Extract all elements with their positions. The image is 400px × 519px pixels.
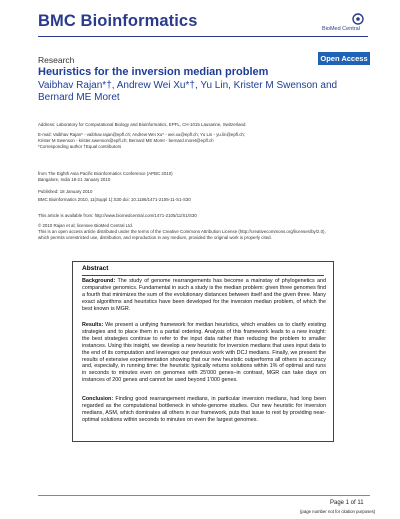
journal-title: BMC Bioinformatics <box>38 12 198 30</box>
journal-header <box>0 0 400 42</box>
author-emails-line-1: E-mail: Vaibhav Rajan* - vaibhav.rajan@epfl.ch; Andrew Wei Xu* - wei.xu@epfl.ch; Yu Lin - yu.lin@epfl.ch; <box>38 132 246 137</box>
author-list: Vaibhav Rajan*†, Andrew Wei Xu*†, Yu Lin, Krister M Swenson and Bernard ME Moret <box>38 80 338 103</box>
footer-rule <box>38 495 370 496</box>
abstract-heading: Abstract <box>82 265 109 272</box>
corresponding-author-note: *Corresponding author †Equal contributors <box>38 144 122 149</box>
results-label: Results: <box>82 322 104 328</box>
paper-title: Heuristics for the inversion median problem <box>38 66 269 78</box>
conclusion-label: Conclusion: <box>82 396 114 402</box>
abstract-results <box>82 322 326 384</box>
results-text: We present a unifying framework for median heuristics, which enables us to clarify existing strategies and to place them in a partial ordering. Analysis of this framework leads to a new insight: the best strategies continue to refer to the input data rather than reducing the problem to smaller instances. Using this insight, we develop a new heuristic for inversion medians that uses input data to the end of its computation and leverages our previous work with DCJ medians. Finally, we present the results of extensive experimentation showing that our new heuristic outperforms all others in accuracy and, especially, in running time: the heuristic typically returns solutions within 1% of optimal and runs in seconds to minutes even on genomes with 25'000 genes–in contrast, MGR can take days on instances of 200 genes and cannot be used beyond 1'000 genes. <box>82 322 326 384</box>
page-number: Page 1 of 11 <box>330 500 364 506</box>
author-emails-line-2: Krister M Swenson - krister.swenson@epfl.ch; Bernard ME Moret - bernard.moret@epfl.ch <box>38 138 214 143</box>
publisher-logo <box>322 13 370 35</box>
abstract-rule <box>82 275 324 276</box>
background-label: Background: <box>82 278 116 284</box>
author-address: Address: Laboratory for Computational Biology and Bioinformatics, EPFL, CH-1015 Lausanne, Switzerland <box>38 122 246 127</box>
citation-line: BMC Bioinformatics 2010, 11(Suppl 1):S30 doi: 10.1186/1471-2105-11-S1-S30 <box>38 197 191 202</box>
copyright-line: © 2010 Rajan et al; licensee BioMed Central Ltd. <box>38 223 134 228</box>
article-url-line: This article is available from: http://www.biomedcentral.com/1471-2105/11/S1/S30 <box>38 213 197 218</box>
published-date: Published: 18 January 2010 <box>38 189 93 194</box>
background-text: The study of genome rearrangements has become a mainstay of phylogenetics and comparative genomics. Fundamental in such a study is the median problem: given three genomes find a fourth that minimizes the sum of the evolutionary distances between itself and the given three. Many exact algorithms and heuristics have been developed for the inversion median problem, of which the best known is MGR. <box>82 278 326 312</box>
publisher-name: BioMed Central <box>322 26 360 32</box>
conference-line-2: Bangalore, India 18-21 January 2010 <box>38 177 111 182</box>
page-number-note: (page number not for citation purposes) <box>300 509 376 514</box>
header-rule <box>38 36 368 37</box>
article-type: Research <box>38 55 75 65</box>
conference-line-1: from The Eighth Asia Pacific Bioinformatics Conference (APBC 2010) <box>38 171 173 176</box>
publisher-logo-icon <box>352 13 364 25</box>
license-line-2: which permits unrestricted use, distribution, and reproduction in any medium, provided the original work is properly cited. <box>38 235 272 240</box>
conclusion-text: Finding good rearrangement medians, in particular inversion medians, had long been regarded as the computational bottleneck in whole-genome studies. Our new heuristic for inversion medians, ASM, which dominates all others in our framework, puts that issue to rest by providing near-optimal solutions within seconds to minutes on even the largest genomes. <box>82 396 326 423</box>
open-access-badge: Open Access <box>318 52 370 65</box>
abstract-background <box>82 278 326 313</box>
license-line-1: This is an open access article distributed under the terms of the Creative Commons Attribution License (http://creativecommons.org/licenses/by/2.0), <box>38 229 326 234</box>
abstract-conclusion <box>82 396 326 424</box>
